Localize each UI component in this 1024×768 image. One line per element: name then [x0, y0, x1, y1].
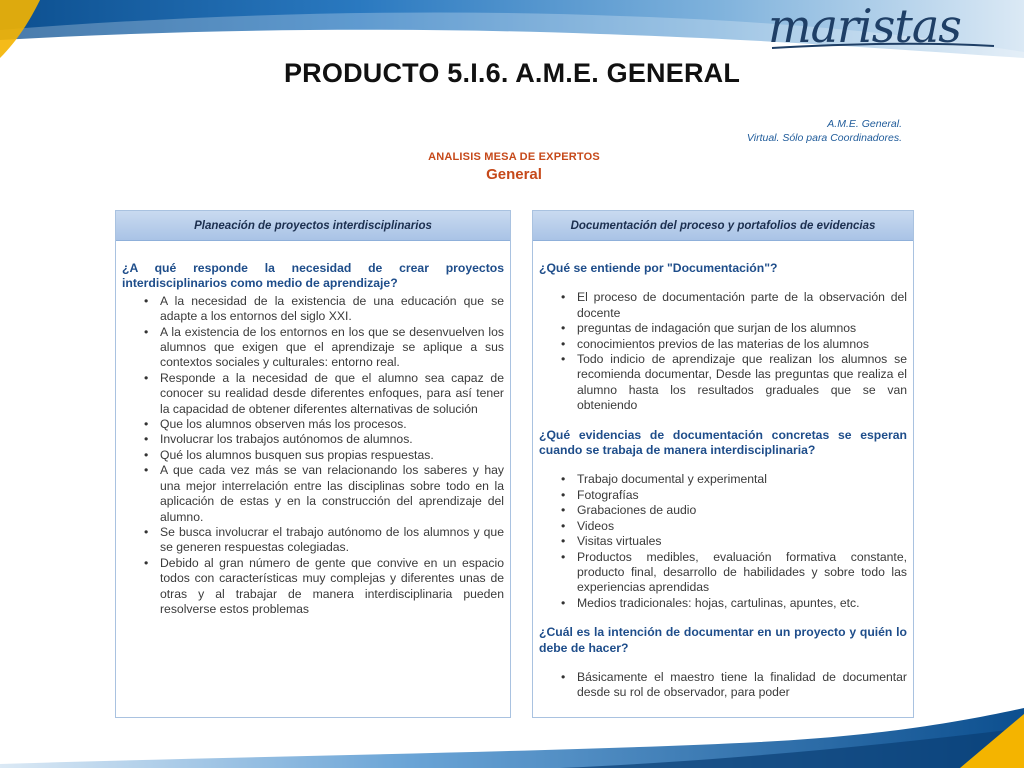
- maristas-logo: [762, 2, 1002, 54]
- panel-planeacion: [115, 210, 511, 718]
- list-item: • A la necesidad de la existencia de una educación que se adapte a los entornos del siglo XXI.: [122, 294, 504, 325]
- list-item: • Fotografías: [539, 488, 907, 503]
- heading-title: ANALISIS MESA DE EXPERTOS: [428, 151, 600, 163]
- question-intencion: ¿Cuál es la intención de documentar en un proyecto y quién lo debe de hacer?: [539, 625, 907, 655]
- document-note: [747, 117, 902, 145]
- list-item: • A la existencia de los entornos en los que se desenvuelven los alumnos que exigen que el aprendizaje se aplique a sus contextos sociales y culturales: entorno real.: [122, 325, 504, 371]
- list-item: • Involucrar los trabajos autónomos de alumnos.: [122, 432, 504, 447]
- note-line-2: Virtual. Sólo para Coordinadores.: [746, 132, 902, 144]
- list-item: • Videos: [539, 519, 907, 534]
- panel-documentacion: [532, 210, 914, 718]
- note-line-1: A.M.E. General.: [827, 118, 902, 130]
- list-item: • Productos medibles, evaluación formativa constante, producto final, desarrollo de habilidades y sobre todo las experiencias aprendidas: [539, 550, 907, 596]
- list-item: • Responde a la necesidad de que el alumno sea capaz de conocer su realidad desde diferentes enfoques, para así tener la capacidad de obtener diferentes alternativas de solución: [122, 371, 504, 417]
- list-item: • preguntas de indagación que surjan de los alumnos: [539, 321, 907, 336]
- list-item: • Trabajo documental y experimental: [539, 472, 907, 487]
- question-documentacion: ¿Qué se entiende por "Documentación"?: [539, 261, 778, 275]
- list-item: • Básicamente el maestro tiene la finalidad de documentar desde su rol de observador, para poder: [539, 670, 907, 701]
- list-item: • A que cada vez más se van relacionando los saberes y hay una mejor interrelación entre las disciplinas sobre todo en la aplicación de estas y en la construcción del aprendizaje del alumno.: [122, 463, 504, 525]
- question-necesidad: ¿A qué responde la necesidad de crear proyectos interdisciplinarios como medio de aprendizaje?: [122, 261, 504, 291]
- question-evidencias: ¿Qué evidencias de documentación concretas se esperan cuando se trabaja de manera interdisciplinaria?: [539, 427, 907, 458]
- heading-subtitle: General: [486, 166, 542, 183]
- answer-list-2: [539, 472, 907, 611]
- footer-decoration: [0, 708, 1024, 768]
- list-item: • conocimientos previos de las materias de los alumnos: [539, 337, 907, 352]
- list-item: • Qué los alumnos busquen sus propias respuestas.: [122, 448, 504, 463]
- list-item: • El proceso de documentación parte de la observación del docente: [539, 290, 907, 321]
- answer-list: [122, 294, 504, 618]
- panel-header-planeacion: Planeación de proyectos interdisciplinarios: [116, 211, 510, 241]
- list-item: • Todo indicio de aprendizaje que realizan los alumnos se recomienda documentar, Desde las preguntas que realiza el alumno hasta los resultados graduales que se van obteniendo: [539, 352, 907, 414]
- list-item: • Que los alumnos observen más los procesos.: [122, 417, 504, 432]
- slide-title: PRODUCTO 5.I.6. A.M.E. GENERAL: [283, 58, 741, 88]
- list-item: • Se busca involucrar el trabajo autónomo de los alumnos y que se generen respuestas colegiadas.: [122, 525, 504, 556]
- panel-body-planeacion: [116, 241, 510, 621]
- svg-text:maristas: maristas: [768, 2, 961, 53]
- list-item: • Grabaciones de audio: [539, 503, 907, 518]
- list-item: • Debido al gran número de gente que convive en un espacio todos con características muy complejas y diferentes unas de otras y al trabajar de manera interdisciplinaria pueden resolverse estos problemas: [122, 556, 504, 618]
- list-item: • Medios tradicionales: hojas, cartulinas, apuntes, etc.: [539, 596, 907, 611]
- answer-list-3: [539, 670, 907, 701]
- answer-list-1: [539, 290, 907, 413]
- panel-body-documentacion: [533, 241, 913, 705]
- panel-header-documentacion: Documentación del proceso y portafolios de evidencias: [533, 211, 913, 241]
- list-item: • Visitas virtuales: [539, 534, 907, 549]
- document-heading: [424, 151, 604, 183]
